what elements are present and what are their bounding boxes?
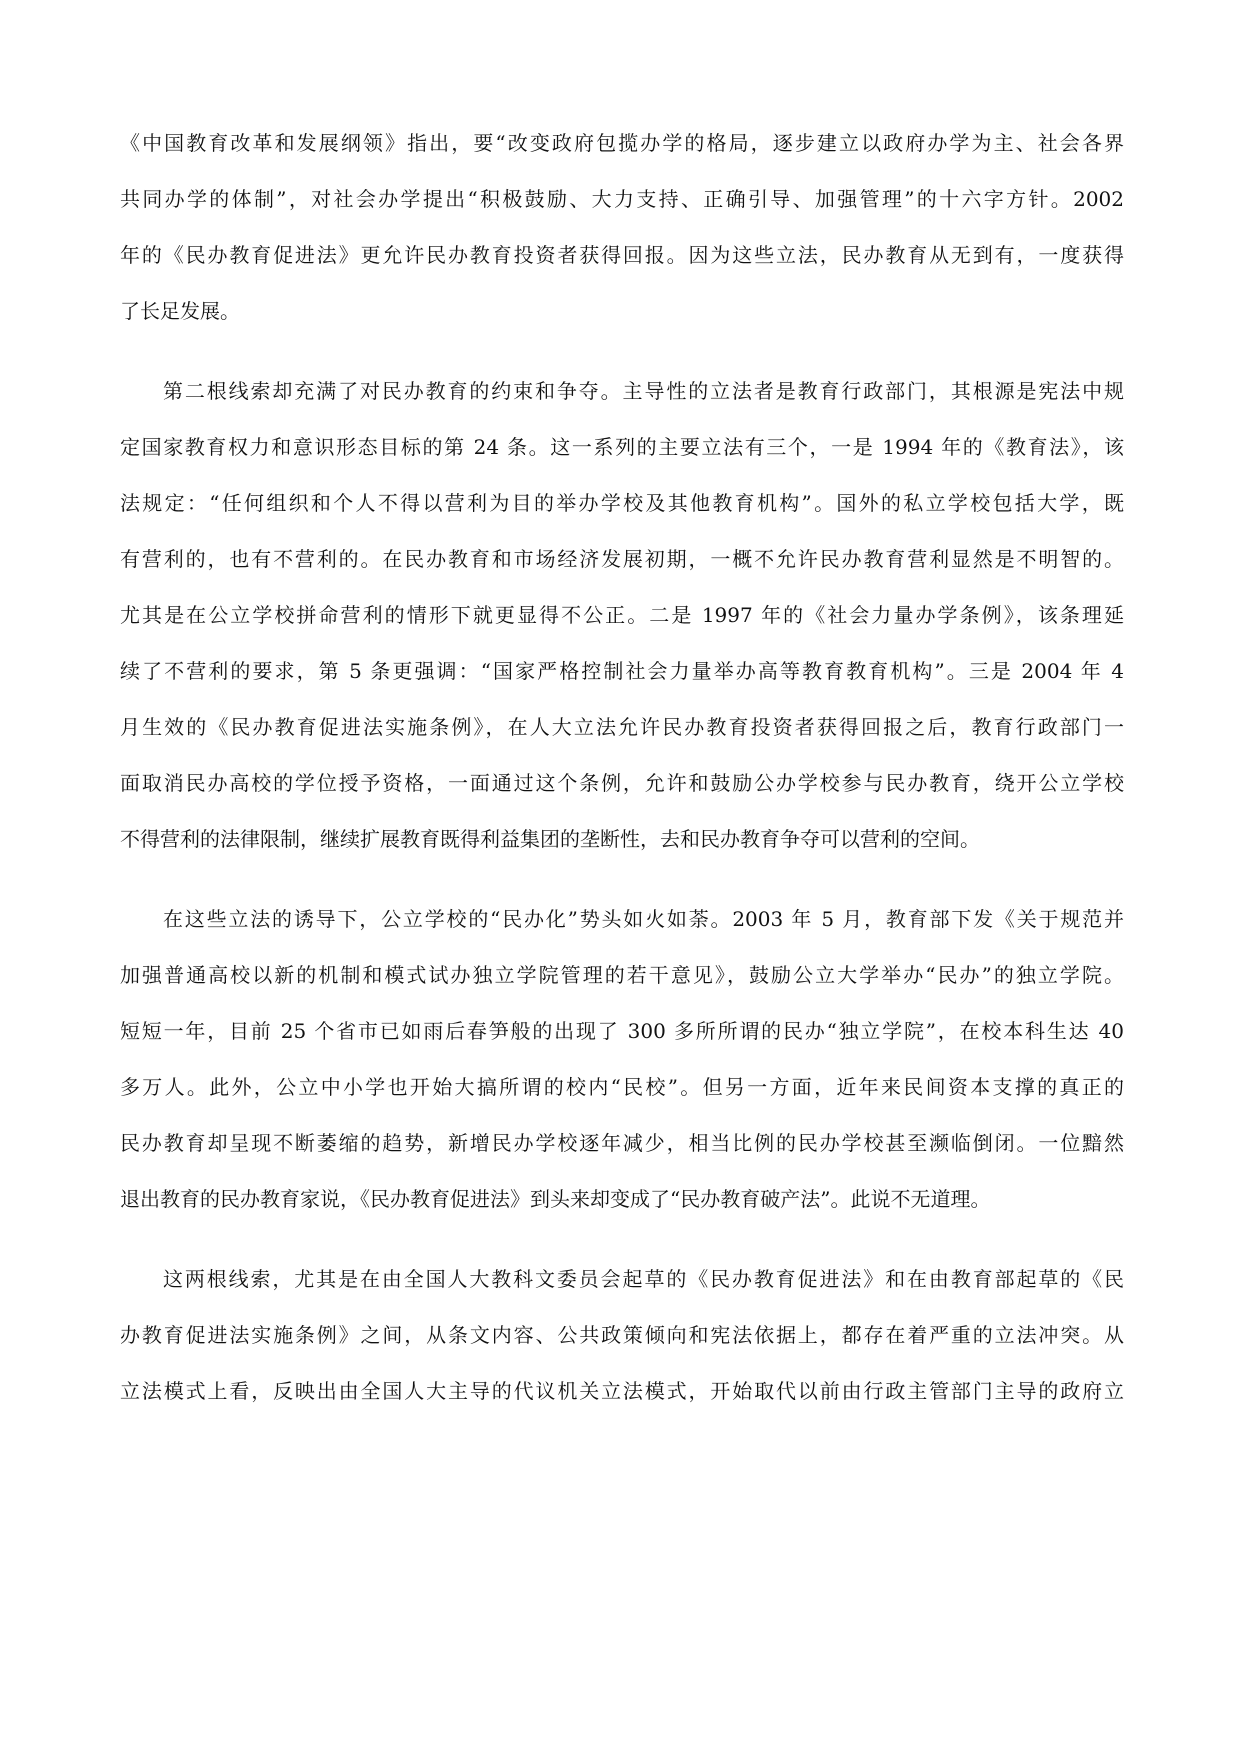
paragraph-2-line-4: 有营利的，也有不营利的。在民办教育和市场经济发展初期，一概不允许民办教育营利显然是不明智的。 [120, 547, 1124, 571]
paragraph-3-line-4: 多万人。此外，公立中小学也开始大搞所谓的校内“民校”。但另一方面，近年来民间资本支撑的真正的 [120, 1075, 1124, 1099]
paragraph-1-line-1: 《中国教育改革和发展纲领》指出，要“改变政府包揽办学的格局，逐步建立以政府办学为主、社会各界 [120, 131, 1124, 155]
paragraph-3-line-3: 短短一年，目前 25 个省市已如雨后春笋般的出现了 300 多所所谓的民办“独立学院”，在校本科生达 40 [120, 1019, 1124, 1043]
paragraph-4-line-3: 立法模式上看，反映出由全国人大主导的代议机关立法模式，开始取代以前由行政主管部门主导的政府立 [120, 1379, 1124, 1403]
paragraph-3-line-2: 加强普通高校以新的机制和模式试办独立学院管理的若干意见》，鼓励公立大学举办“民办”的独立学院。 [120, 963, 1124, 987]
paragraph-1-line-4: 了长足发展。 [120, 299, 240, 323]
paragraph-2-line-5: 尤其是在公立学校拼命营利的情形下就更显得不公正。二是 1997 年的《社会力量办学条例》，该条理延 [120, 603, 1124, 627]
paragraph-3-line-6: 退出教育的民办教育家说，《民办教育促进法》到头来却变成了“民办教育破产法”。此说不无道理。 [120, 1187, 991, 1211]
paragraph-4-line-2: 办教育促进法实施条例》之间，从条文内容、公共政策倾向和宪法依据上，都存在着严重的立法冲突。从 [120, 1323, 1124, 1347]
paragraph-2-line-1: 第二根线索却充满了对民办教育的约束和争夺。主导性的立法者是教育行政部门，其根源是宪法中规 [163, 379, 1124, 403]
paragraph-2-line-9: 不得营利的法律限制，继续扩展教育既得利益集团的垄断性，去和民办教育争夺可以营利的空间。 [120, 827, 980, 851]
paragraph-2-line-7: 月生效的《民办教育促进法实施条例》，在人大立法允许民办教育投资者获得回报之后，教育行政部门一 [120, 715, 1124, 739]
paragraph-4-line-1: 这两根线索，尤其是在由全国人大教科文委员会起草的《民办教育促进法》和在由教育部起草的《民 [163, 1267, 1124, 1291]
paragraph-2-line-8: 面取消民办高校的学位授予资格，一面通过这个条例，允许和鼓励公办学校参与民办教育，绕开公立学校 [120, 771, 1124, 795]
paragraph-2-line-2: 定国家教育权力和意识形态目标的第 24 条。这一系列的主要立法有三个，一是 1994 年的《教育法》，该 [120, 435, 1124, 459]
paragraph-2-line-6: 续了不营利的要求，第 5 条更强调：“国家严格控制社会力量举办高等教育教育机构”。三是 2004 年 4 [120, 659, 1124, 683]
paragraph-2-line-3: 法规定：“任何组织和个人不得以营利为目的举办学校及其他教育机构”。国外的私立学校包括大学，既 [120, 491, 1124, 515]
paragraph-1-line-2: 共同办学的体制”，对社会办学提出“积极鼓励、大力支持、正确引导、加强管理”的十六字方针。2002 [120, 187, 1124, 211]
paragraph-3-line-1: 在这些立法的诱导下，公立学校的“民办化”势头如火如荼。2003 年 5 月，教育部下发《关于规范并 [163, 907, 1124, 931]
paragraph-1-line-3: 年的《民办教育促进法》更允许民办教育投资者获得回报。因为这些立法，民办教育从无到有，一度获得 [120, 243, 1124, 267]
paragraph-3-line-5: 民办教育却呈现不断萎缩的趋势，新增民办学校逐年减少，相当比例的民办学校甚至濒临倒闭。一位黯然 [120, 1131, 1124, 1155]
